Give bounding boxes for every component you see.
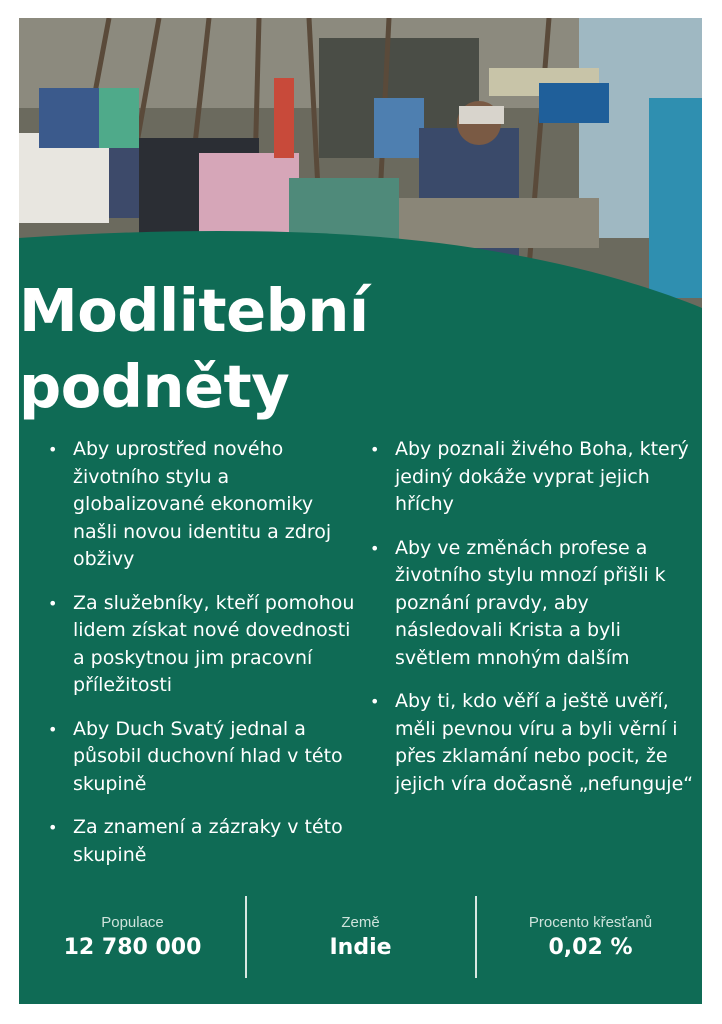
bullet-icon: • — [370, 440, 380, 459]
stat-population-value: 12 780 000 — [63, 935, 202, 960]
bullet-icon: • — [48, 719, 58, 739]
prayer-list-right — [370, 436, 695, 814]
list-item — [48, 814, 363, 869]
list-item-text: Aby ve změnách profese a životního stylu mnozí přišli k poznání pravdy, aby následovali Krista a byli světlem mnohým dalším — [395, 536, 666, 669]
list-item — [370, 688, 695, 798]
list-item-text: Aby uprostřed nového životního stylu a globalizované ekonomiky našli novou identitu a zdroj obživy — [73, 438, 332, 570]
prayer-card — [19, 18, 702, 1004]
list-item — [370, 535, 695, 673]
stats-bar — [19, 896, 702, 978]
list-item — [48, 590, 363, 700]
bullet-icon: • — [370, 692, 380, 711]
stat-christians-value: 0,02 % — [548, 935, 633, 960]
bullet-icon: • — [370, 538, 380, 558]
list-item — [370, 436, 695, 519]
list-item-text: Aby poznali živého Boha, který jediný dokáže vyprat jejich hříchy — [395, 438, 689, 515]
stat-country-label: Země — [341, 914, 380, 931]
list-item — [48, 716, 363, 799]
stat-country-value: Indie — [329, 935, 392, 960]
stat-population-label: Populace — [101, 914, 164, 931]
stat-christians-label: Procento křesťanů — [528, 914, 653, 931]
bullet-icon: • — [48, 440, 58, 459]
stat-christians — [477, 896, 702, 978]
prayer-list-left — [48, 436, 363, 885]
title-line-1: Modlitební — [19, 276, 369, 345]
stat-population — [19, 896, 246, 978]
title-line-2: podněty — [19, 352, 290, 421]
list-item-text: Aby Duch Svatý jednal a působil duchovní hlad v této skupině — [73, 717, 343, 795]
list-item-text: Za služebníky, kteří pomohou lidem získat nové dovednosti a poskytnou jim pracovní příležitosti — [73, 591, 355, 696]
page-title — [19, 273, 369, 425]
list-item-text: Aby ti, kdo věří a ještě uvěří, měli pevnou víru a byli věrní i přes zklamání nebo pocit, že jejich víra dočasně „nefunguje“ — [395, 690, 694, 795]
bullet-icon: • — [48, 593, 58, 613]
stat-country — [247, 896, 474, 978]
bullet-icon: • — [48, 818, 58, 837]
list-item-text: Za znamení a zázraky v této skupině — [73, 816, 343, 866]
list-item — [48, 436, 363, 574]
